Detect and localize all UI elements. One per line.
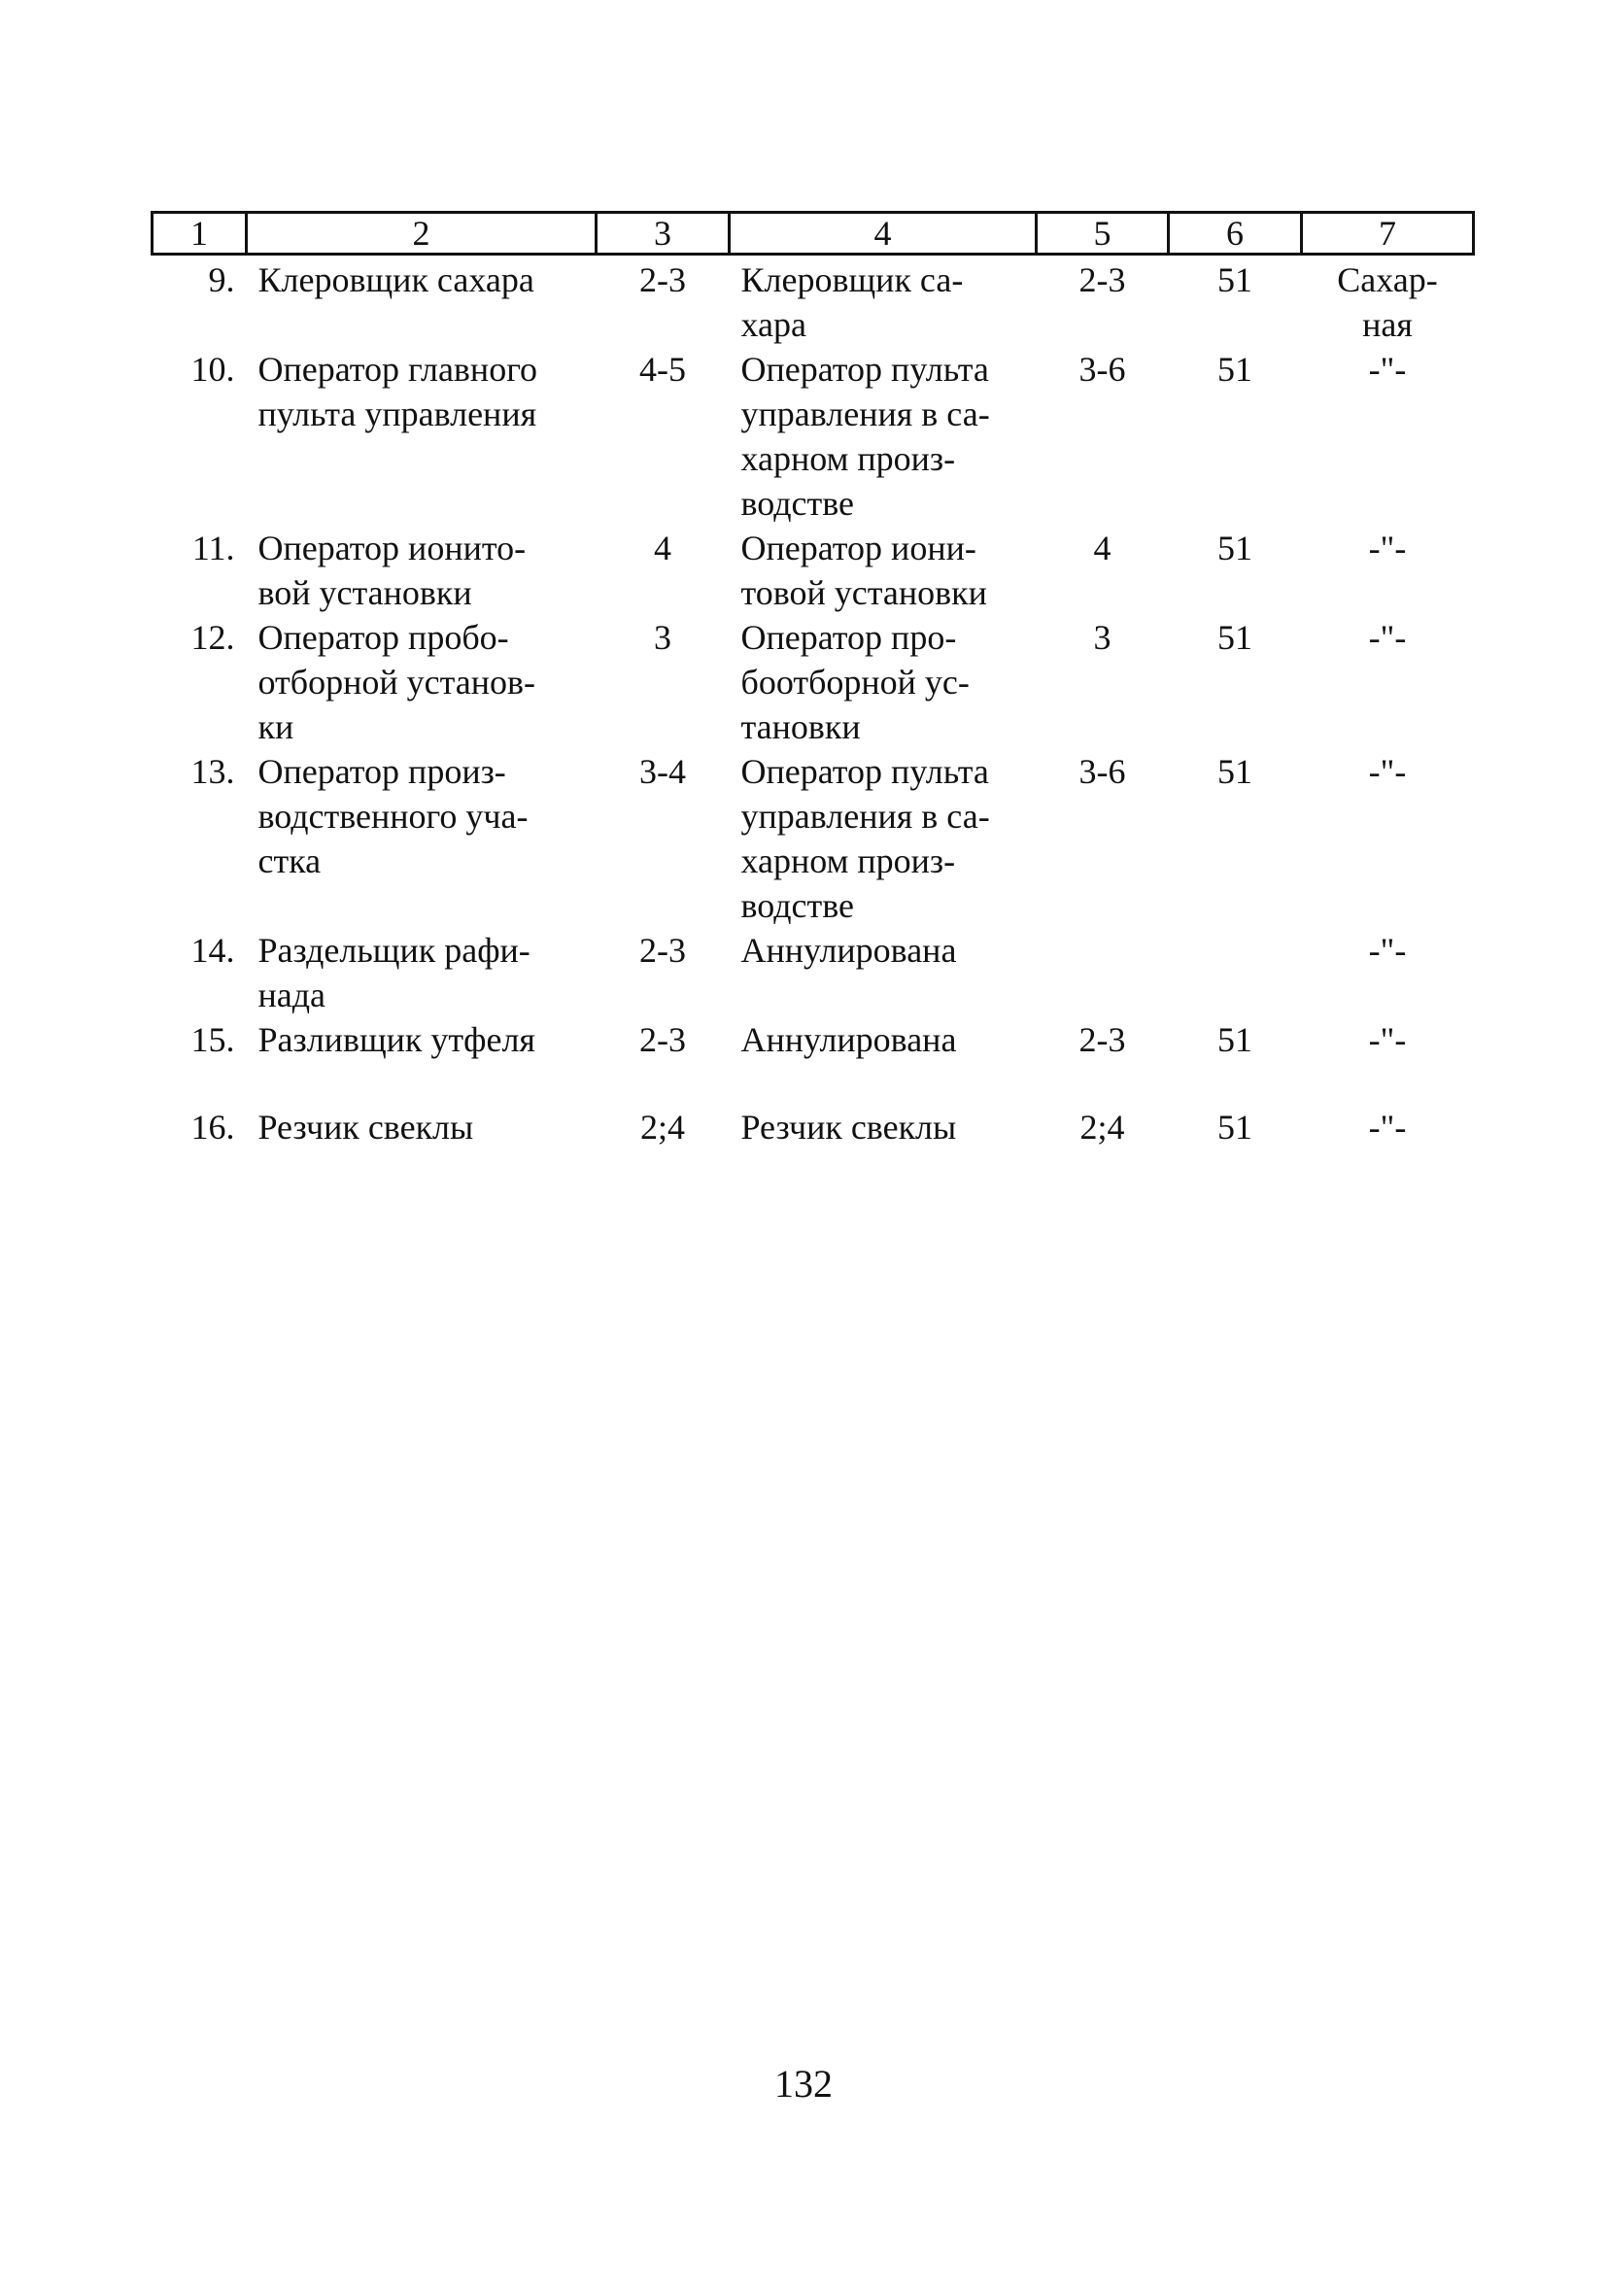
- new-profession-name: Оператор иони- товой установки: [740, 529, 987, 612]
- row-number: 11.: [191, 529, 235, 567]
- section-name: -"-: [1368, 1108, 1407, 1147]
- new-grade: 2-3: [1078, 260, 1126, 299]
- new-grade: 3-6: [1078, 350, 1126, 389]
- row-number: 16.: [190, 1108, 235, 1147]
- header-col-5: 5: [1037, 213, 1169, 255]
- new-profession-name: Резчик свеклы: [740, 1108, 957, 1147]
- table-row: [153, 526, 1474, 615]
- row-number: 10.: [190, 350, 235, 389]
- row-number: 14.: [190, 931, 235, 970]
- table-row: [153, 1017, 1474, 1062]
- table-row: [153, 615, 1474, 749]
- section-name: -"-: [1368, 1020, 1407, 1059]
- old-grade: 2-3: [639, 931, 686, 970]
- old-profession-name: Оператор пробо- отборной установ- ки: [257, 618, 535, 746]
- new-grade: [1037, 928, 1169, 1017]
- section-name: -"-: [1368, 618, 1407, 657]
- issue-number: 51: [1217, 752, 1252, 791]
- old-profession-name: Разливщик утфеля: [257, 1020, 535, 1059]
- new-profession-name: Оператор пульта управления в са- харном произ- водстве: [740, 752, 990, 925]
- new-grade: 3-6: [1078, 752, 1126, 791]
- table-row: [153, 347, 1474, 526]
- issue-number: [1169, 928, 1302, 1017]
- issue-number: 51: [1217, 1020, 1252, 1059]
- row-number: 9.: [208, 260, 235, 299]
- new-grade: 3: [1093, 618, 1111, 657]
- table-row: [153, 749, 1474, 928]
- new-profession-name: Аннулирована: [740, 931, 957, 970]
- old-grade: 4: [654, 529, 671, 567]
- section-name: Сахар- ная: [1337, 260, 1438, 344]
- new-profession-name: Оператор про- боотборной ус- тановки: [740, 618, 970, 746]
- section-name: -"-: [1368, 350, 1407, 389]
- old-profession-name: Раздельщик рафи- нада: [257, 931, 530, 1014]
- section-name: -"-: [1368, 752, 1407, 791]
- header-row: [153, 213, 1474, 255]
- old-profession-name: Оператор произ- водственного уча- стка: [257, 752, 529, 880]
- issue-number: 51: [1217, 260, 1252, 299]
- old-grade: 2;4: [639, 1108, 685, 1147]
- header-col-1: 1: [153, 213, 247, 255]
- old-grade: 3-4: [639, 752, 686, 791]
- new-grade: 2-3: [1078, 1020, 1126, 1059]
- row-number: 13.: [190, 752, 235, 791]
- header-col-7: 7: [1302, 213, 1474, 255]
- old-grade: 2-3: [639, 1020, 686, 1059]
- header-col-2: 2: [247, 213, 597, 255]
- old-grade: 2-3: [639, 260, 686, 299]
- page-number: 132: [774, 2062, 833, 2106]
- new-grade: 4: [1093, 529, 1111, 567]
- section-name: -"-: [1368, 931, 1407, 970]
- old-profession-name: Клеровщик сахара: [257, 260, 534, 299]
- section-name: -"-: [1368, 529, 1407, 567]
- old-profession-name: Резчик свеклы: [257, 1108, 474, 1147]
- table-row: [153, 255, 1474, 348]
- new-profession-name: Клеровщик са- хара: [740, 260, 964, 344]
- old-profession-name: Оператор ионито- вой установки: [257, 529, 527, 612]
- new-profession-name: Оператор пульта управления в са- харном произ- водстве: [740, 350, 990, 523]
- issue-number: 51: [1217, 1108, 1252, 1147]
- header-col-3: 3: [597, 213, 730, 255]
- profession-table: [151, 211, 1475, 1149]
- issue-number: 51: [1217, 350, 1252, 389]
- table-row: [153, 928, 1474, 1017]
- old-grade: 3: [654, 618, 671, 657]
- issue-number: 51: [1217, 529, 1252, 567]
- header-col-4: 4: [730, 213, 1037, 255]
- old-grade: 4-5: [639, 350, 686, 389]
- issue-number: 51: [1217, 618, 1252, 657]
- table-row: [153, 1062, 1474, 1149]
- old-profession-name: Оператор главного пульта управления: [257, 350, 538, 433]
- new-grade: 2;4: [1079, 1108, 1125, 1147]
- new-profession-name: Аннулирована: [740, 1020, 957, 1059]
- row-number: 15.: [190, 1020, 235, 1059]
- row-number: 12.: [190, 618, 235, 657]
- header-col-6: 6: [1169, 213, 1302, 255]
